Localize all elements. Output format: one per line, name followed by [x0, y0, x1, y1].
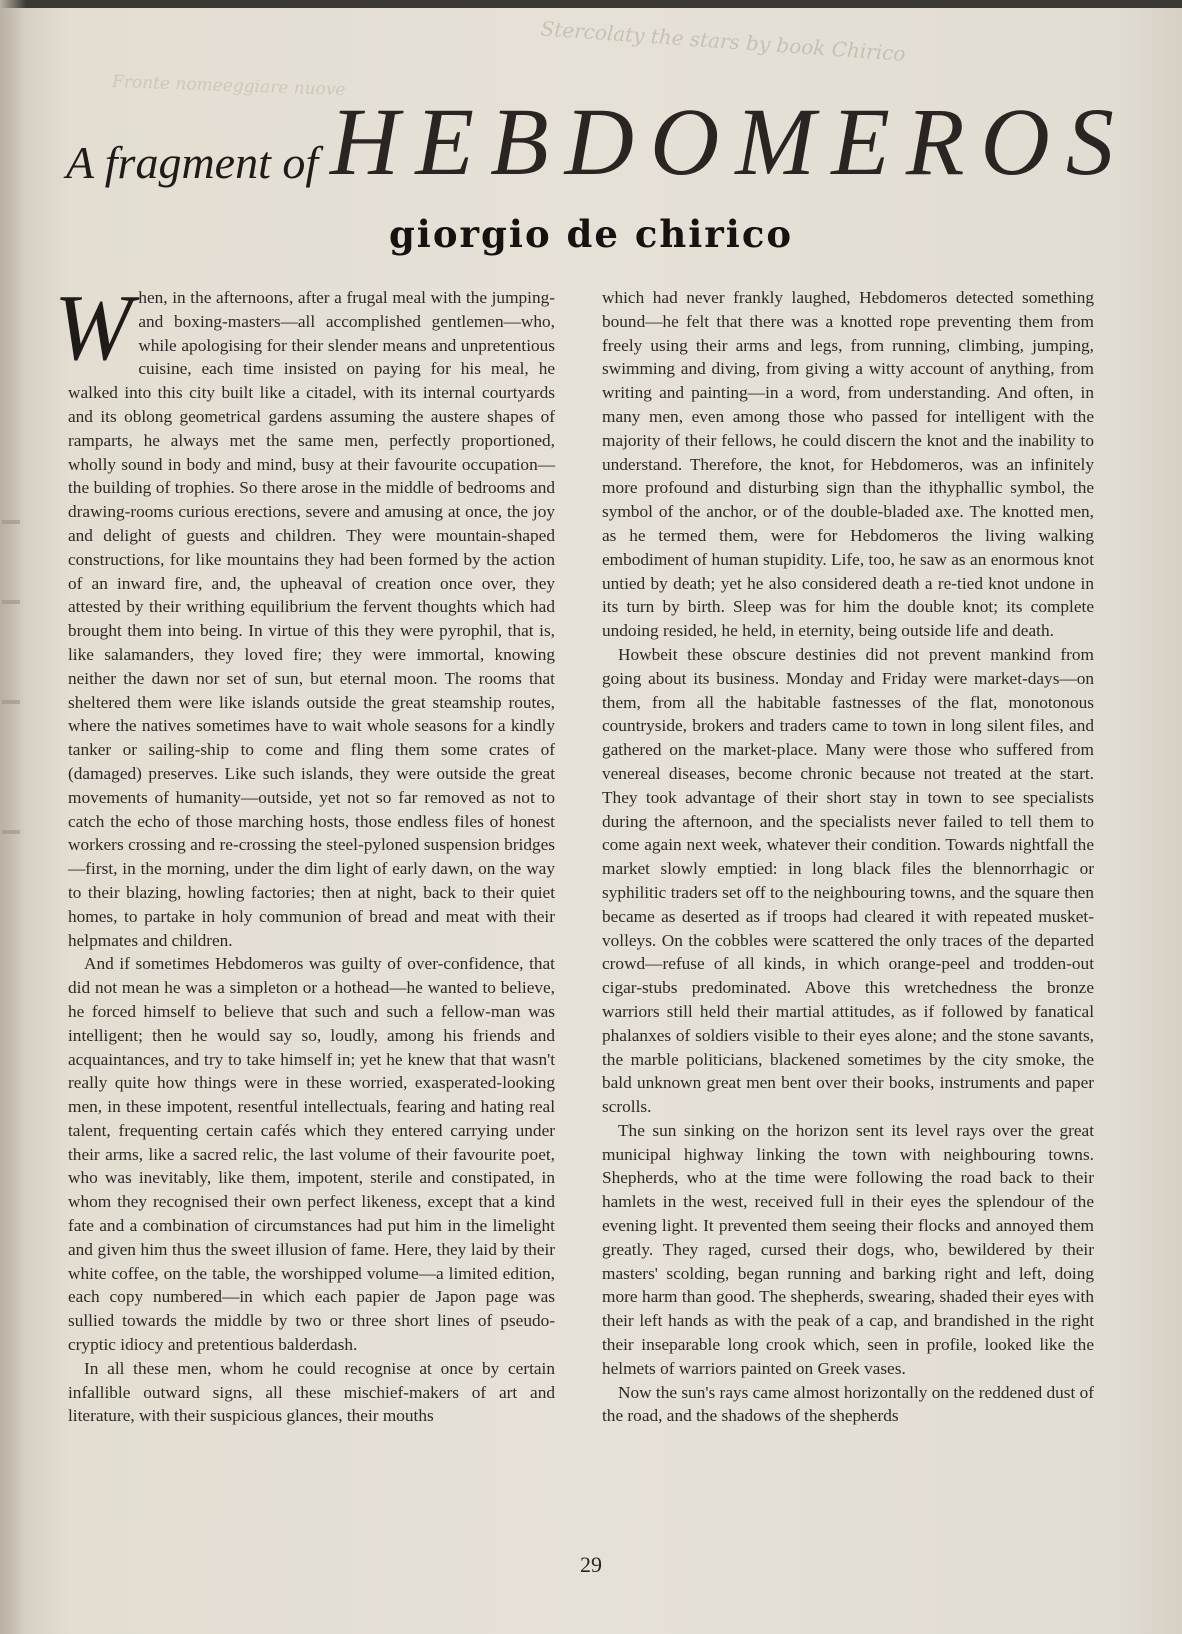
title-prefix: A fragment of [66, 137, 319, 188]
paragraph: In all these men, whom he could recognise at once by certain infallible outward signs, all these mischief-makers of art and literature, with their suspicious glances, their mouths [68, 1358, 555, 1426]
title-block [58, 88, 1168, 202]
title-main: HEBDOMEROS [330, 88, 1130, 195]
handwritten-note-top-right: Stercolaty the stars by book Chirico [539, 16, 907, 66]
text-column-right [602, 286, 1094, 1428]
handwritten-note-top-left: Fronte nomeeggiare nuove [111, 71, 346, 101]
page-top-edge [0, 0, 1182, 8]
paragraph: Now the sun's rays came almost horizontally on the reddened dust of the road, and the shadows of the shepherds [602, 1382, 1094, 1426]
author-name: giorgio de chirico [388, 212, 794, 256]
paragraph: And if sometimes Hebdomeros was guilty of over-confidence, that did not mean he was a simpleton or a hothead—he wanted to believe, he forced himself to believe that such and such a fellow-man was intelligent; then he would say so, loudly, among his friends and acquaintances, and try to take himself in; yet he knew that that wasn't really quite how things were in these worried, exasperated-looking men, in these impotent, resentful intellectuals, fearing and hating real talent, frequenting certain cafés which they entered carrying under their arms, like a sacred relic, the last volume of their favourite poet, who was inevitably, like them, impotent, sterile and constipated, in whom they recognised their own perfect likeness, except that a kind fate and a combination of circumstances had put him in the limelight and given him thus the sweet illusion of fame. Here, they laid by their white coffee, on the table, the worshipped volume—a limited edition, each copy numbered—in which each papier de Japon page was sullied towards the middle by two or three short lines of pseudo-cryptic idiocy and pretentious balderdash. [68, 954, 555, 1355]
drop-cap: W [54, 276, 133, 380]
paragraph: The sun sinking on the horizon sent its level rays over the great municipal highway linking the town with neighbouring towns. Shepherds, who at the time were following the road back to their hamlets in the west, received full in their eyes the splendour of the evening light. It prevented them seeing their flocks and annoyed them greatly. They raged, cursed their dogs, who, bewildered by their masters' scolding, began running and barking right and left, doing more harm than good. The shepherds, swearing, shaded their eyes with their left hands as with the peak of a cap, and brandished in the right their inseparable long crook which, seen in profile, looked like the helmets of warriors painted on Greek vases. [602, 1120, 1094, 1378]
text-column-left [54, 276, 555, 1428]
paragraph [54, 276, 555, 952]
paragraph-text: hen, in the afternoons, after a frugal meal with the jumping- and boxing-masters—all accomplished gentlemen—who, while apologising for their slender means and unpretentious cuisine, each time insisted on paying for his meal, he walked into this city built like a citadel, with its internal courtyards and its oblong geometrical gardens assuming the austere shapes of ramparts, he always met the same men, perfectly proportioned, wholly sound in body and mind, busy at their favourite occupation—the building of trophies. So there arose in the middle of bedrooms and drawing-rooms curious erections, severe and amusing at once, the joy and delight of guests and children. They were mountain-shaped constructions, for like mountains they had been formed by the action of an inward fire, and, the upheaval of creation once over, they attested by their writhing equilibrium the fervent thoughts which had brought them into being. In virtue of this they were pyrophil, that is, like salamanders, they loved fire; they were immortal, knowing neither the dawn nor set of sun, but eternal moon. The rooms that sheltered them were like islands outside the great steamship routes, where the natives sometimes have to wait whole seasons for a kindly tanker or sailing-ship to come and fling them some crates of (damaged) preserves. Like such islands, they were outside the great movements of humanity—outside, yet not so far removed as not to catch the echo of those marching hosts, those endless files of honest workers crossing and re-crossing the steel-pyloned suspension bridges—first, in the morning, under the dim light of early dawn, on the way to their blazing, howling factories; then at night, back to their quiet homes, to partake in holy communion of bread and meat with their helpmates and children. [68, 288, 555, 950]
margin-mark [2, 600, 20, 604]
margin-mark [2, 830, 20, 834]
page-number: 29 [580, 1552, 602, 1577]
margin-mark [2, 700, 20, 704]
margin-mark [2, 520, 20, 524]
paragraph: Howbeit these obscure destinies did not prevent mankind from going about its business. Monday and Friday were market-days—on them, from all the habitable fastnesses of the flat, monotonous countryside, brokers and traders came to town in long silent files, and gathered on the market-place. Many were those who suffered from venereal diseases, become chronic because not treated at the start. They took advantage of their short stay in town to see specialists during the afternoon, and the specialists never failed to tell them to come again next week, whatever their condition. Towards nightfall the market slowly emptied: in long black files the blennorrhagic or syphilitic traders set off to the neighbouring towns, and the square then became as deserted as if troops had cleared it with repeated musket-volleys. On the cobbles were scattered the only traces of the departed crowd—refuse of all kinds, in which orange-peel and trodden-out cigar-stubs predominated. Above this wretchedness the bronze warriors still held their martial attitudes, as if followed by fanatical phalanxes of soldiers visible to their eyes alone; and the stone savants, the marble politicians, blackened sometimes by the city smoke, the bald unknown great men bent over their books, instruments and paper scrolls. [602, 644, 1094, 1117]
paragraph: which had never frankly laughed, Hebdomeros detected something bound—he felt that there was a knotted rope preventing them from freely using their arms and legs, from running, climbing, jumping, swimming and diving, from giving a witty account of anything, from writing and painting—in a word, from understanding. And often, in many men, even among those who passed for intelligent with the majority of their fellows, he could discern the knot and the inability to understand. Therefore, the knot, for Hebdomeros, was an infinitely more profound and disturbing sign than the ithyphallic symbol, the symbol of the anchor, or of the double-bladed axe. The knotted men, as he termed them, were for Hebdomeros the living walking embodiment of human stupidity. Life, too, he saw as an enormous knot untied by death; yet he also considered death a re-tied knot undone in its turn by birth. Sleep was for him the double knot; its complete undoing resided, he held, in eternity, being outside life and death. [602, 288, 1094, 641]
